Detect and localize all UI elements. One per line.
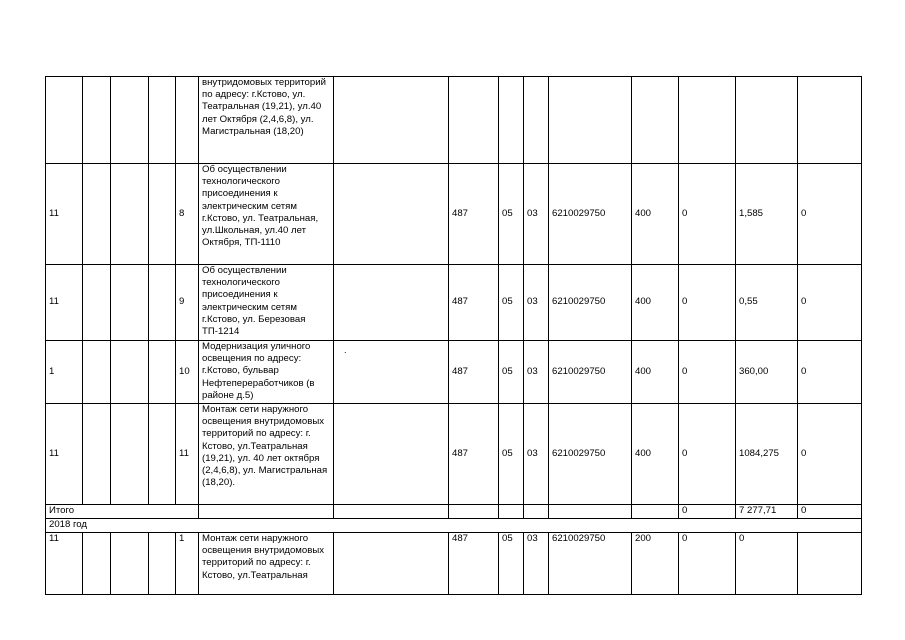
cell (83, 341, 111, 404)
cell: 05 (499, 265, 524, 341)
cell: 11 (46, 265, 83, 341)
cell: 11 (46, 164, 83, 265)
cell: 400 (632, 341, 679, 404)
cell: 0 (679, 404, 736, 505)
table-row (46, 533, 862, 595)
cell: 1 (46, 341, 83, 404)
cell (199, 505, 334, 519)
cell: 400 (632, 404, 679, 505)
cell (499, 77, 524, 164)
cell (334, 265, 449, 341)
cell: 487 (449, 404, 499, 505)
cell: 0,55 (736, 265, 798, 341)
total-label: Итого (46, 505, 199, 519)
cell (632, 77, 679, 164)
cell: 0 (736, 533, 798, 595)
cell: 0 (679, 533, 736, 595)
cell: 6210029750 (549, 164, 632, 265)
cell: 03 (524, 164, 549, 265)
table-row (46, 164, 862, 265)
cell (111, 265, 149, 341)
cell (111, 77, 149, 164)
year-row (46, 519, 862, 533)
cell (83, 265, 111, 341)
cell (549, 77, 632, 164)
description-cell: Об осуществлении технологического присоединения к электрическим сетям г.Кстово, ул. Театральная, ул.Школьная, ул.40 лет Октября, ТП-1110 (199, 164, 334, 265)
description-cell: Монтаж сети наружного освещения внутридомовых территорий по адресу: г. Кстово, ул.Театральная (199, 533, 334, 595)
cell (149, 404, 176, 505)
cell (111, 404, 149, 505)
cell: 10 (176, 341, 199, 404)
description-cell: Модернизация уличного освещения по адресу: г.Кстово, бульвар Нефтепереработчиков (в районе д.5) (199, 341, 334, 404)
cell (149, 533, 176, 595)
cell: 8 (176, 164, 199, 265)
year-label: 2018 год (46, 519, 862, 533)
cell: 0 (679, 505, 736, 519)
cell (736, 77, 798, 164)
cell: 03 (524, 404, 549, 505)
cell (632, 505, 679, 519)
cell: 360,00 (736, 341, 798, 404)
cell (524, 77, 549, 164)
cell (679, 77, 736, 164)
cell: 1 (176, 533, 199, 595)
description-cell: Монтаж сети наружного освещения внутридомовых территорий по адресу: г. Кстово, ул.Театральная (19,21), ул. 40 лет октября (2,4,6,8), ул. Магистральная (18,20). (199, 404, 334, 505)
cell: 400 (632, 164, 679, 265)
cell (499, 505, 524, 519)
cell (83, 164, 111, 265)
cell: 6210029750 (549, 533, 632, 595)
table-row (46, 265, 862, 341)
cell: 0 (798, 505, 862, 519)
cell (334, 341, 449, 404)
cell: 487 (449, 164, 499, 265)
cell: 03 (524, 341, 549, 404)
cell: 0 (798, 341, 862, 404)
cell (46, 77, 83, 164)
total-row (46, 505, 862, 519)
cell (449, 505, 499, 519)
cell (149, 77, 176, 164)
cell (149, 265, 176, 341)
cell: 0 (798, 164, 862, 265)
cell: 0 (679, 265, 736, 341)
cell: 200 (632, 533, 679, 595)
cell: 9 (176, 265, 199, 341)
cell: 0 (798, 404, 862, 505)
cell (334, 77, 449, 164)
cell (149, 164, 176, 265)
cell (524, 505, 549, 519)
cell: 6210029750 (549, 341, 632, 404)
cell: 1,585 (736, 164, 798, 265)
cell (176, 77, 199, 164)
cell: 487 (449, 533, 499, 595)
cell: 05 (499, 341, 524, 404)
cell: 03 (524, 533, 549, 595)
cell (83, 533, 111, 595)
cell: 0 (679, 164, 736, 265)
cell: 05 (499, 533, 524, 595)
table-row (46, 341, 862, 404)
cell (449, 77, 499, 164)
cell (549, 505, 632, 519)
cell: 11 (46, 404, 83, 505)
cell (334, 533, 449, 595)
cell (111, 164, 149, 265)
cell (111, 341, 149, 404)
cell: 05 (499, 164, 524, 265)
cell: 11 (46, 533, 83, 595)
cell (334, 404, 449, 505)
description-cell: Об осуществлении технологического присоединения к электрическим сетям г.Кстово, ул. Березовая ТП-1214 (199, 265, 334, 341)
cell: 6210029750 (549, 404, 632, 505)
cell: 400 (632, 265, 679, 341)
cell (83, 404, 111, 505)
cell: 6210029750 (549, 265, 632, 341)
cell: 7 277,71 (736, 505, 798, 519)
table-row (46, 77, 862, 164)
table-row (46, 404, 862, 505)
cell: 0 (798, 265, 862, 341)
cell (334, 164, 449, 265)
cell: 05 (499, 404, 524, 505)
cell: 0 (679, 341, 736, 404)
description-cell: внутридомовых территорий по адресу: г.Кстово, ул. Театральная (19,21), ул.40 лет Октября (2,4,6,8), ул. Магистральная (18,20) (199, 77, 334, 164)
cell (149, 341, 176, 404)
cell: 487 (449, 265, 499, 341)
stray-mark: . (344, 345, 347, 355)
cell: 03 (524, 265, 549, 341)
cell (111, 533, 149, 595)
budget-table (45, 76, 862, 595)
cell: 1084,275 (736, 404, 798, 505)
cell (798, 533, 862, 595)
cell: 487 (449, 341, 499, 404)
cell (798, 77, 862, 164)
cell: 11 (176, 404, 199, 505)
cell (83, 77, 111, 164)
cell (334, 505, 449, 519)
